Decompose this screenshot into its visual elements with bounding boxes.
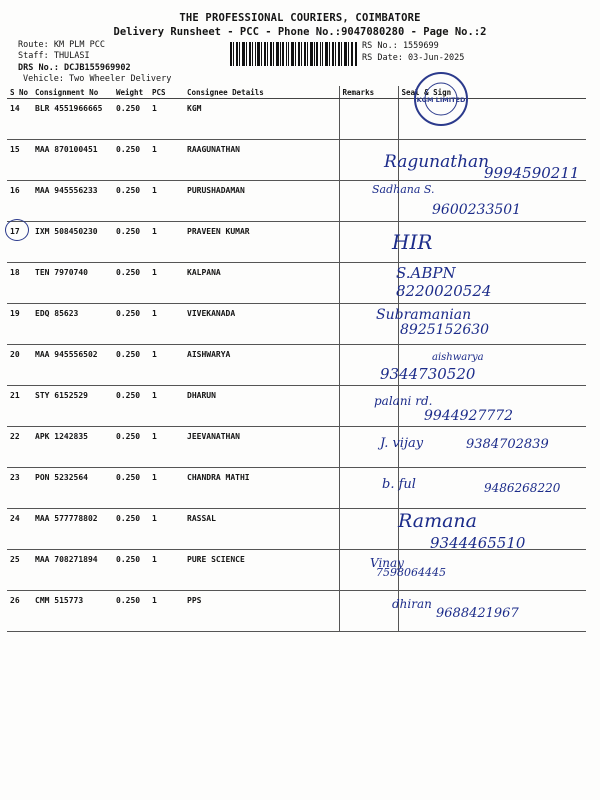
company-stamp (412, 70, 470, 128)
handwritten-phone-16: 9600233501 (432, 202, 522, 218)
pcs: 1 (149, 468, 184, 509)
sno: 18 (7, 263, 32, 304)
table-row (7, 263, 586, 304)
pcs: 1 (149, 140, 184, 181)
table-row (7, 304, 586, 345)
consignment-no: PON 5232564 (32, 468, 113, 509)
signature-name-24: Ramana (398, 510, 477, 532)
consignee: CHANDRA MATHI (184, 468, 339, 509)
consignee: VIVEKANADA (184, 304, 339, 345)
pcs: 1 (149, 386, 184, 427)
remarks-cell (339, 222, 398, 263)
sno: 24 (7, 509, 32, 550)
signature-17: HIR (392, 230, 433, 254)
sno: 16 (7, 181, 32, 222)
handwritten-phone-26: 9688421967 (436, 606, 519, 621)
consignee: PRAVEEN KUMAR (184, 222, 339, 263)
consignee: KGM (184, 99, 339, 140)
handwritten-phone-19: 8925152630 (400, 322, 490, 338)
handwritten-phone-18: 8220020524 (396, 282, 492, 300)
pcs: 1 (149, 99, 184, 140)
weight: 0.250 (113, 345, 149, 386)
handwritten-phone-21: 9944927772 (424, 408, 514, 424)
consignee: RAAGUNATHAN (184, 140, 339, 181)
signature-name-19: Subramanian (376, 307, 472, 323)
sno: 26 (7, 591, 32, 632)
col-seal-sign: Seal & Sign (398, 86, 586, 99)
pcs: 1 (149, 345, 184, 386)
col-remarks: Remarks (339, 86, 398, 99)
pcs: 1 (149, 222, 184, 263)
consignment-no: CMM 515773 (32, 591, 113, 632)
pcs: 1 (149, 181, 184, 222)
sno: 20 (7, 345, 32, 386)
staff-label: Staff: THULASI (18, 51, 90, 61)
consignment-no: MAA 708271894 (32, 550, 113, 591)
consignment-no: MAA 945556233 (32, 181, 113, 222)
rs-date: RS Date: 03-Jun-2025 (362, 53, 465, 63)
consignee: RASSAL (184, 509, 339, 550)
signature-name-21: palani rd. (374, 394, 433, 408)
route-label: Route: KM PLM PCC (18, 40, 105, 50)
signature-name-20: aishwarya (432, 352, 484, 363)
weight: 0.250 (113, 99, 149, 140)
weight: 0.250 (113, 591, 149, 632)
table-row (7, 550, 586, 591)
sno: 15 (7, 140, 32, 181)
consignment-no: MAA 870100451 (32, 140, 113, 181)
sno: 19 (7, 304, 32, 345)
sno: 14 (7, 99, 32, 140)
consignment-no: TEN 7970740 (32, 263, 113, 304)
col-sno: S No (7, 86, 32, 99)
weight: 0.250 (113, 222, 149, 263)
sno: 23 (7, 468, 32, 509)
handwritten-phone-15: 9994590211 (484, 164, 580, 182)
signature-name-26: dhiran (392, 597, 432, 611)
remarks-cell (339, 509, 398, 550)
weight: 0.250 (113, 386, 149, 427)
table-row (7, 222, 586, 263)
signature-name-15: Ragunathan (384, 152, 490, 172)
weight: 0.250 (113, 263, 149, 304)
remarks-cell (339, 591, 398, 632)
weight: 0.250 (113, 427, 149, 468)
consignment-no: EDQ 85623 (32, 304, 113, 345)
signature-name-25: Vinay (370, 556, 404, 570)
drs-number: DRS No.: DCJB155969902 (18, 63, 131, 73)
sno: 25 (7, 550, 32, 591)
handwritten-phone-20: 9344730520 (380, 365, 476, 383)
remarks-cell (339, 99, 398, 140)
consignee: KALPANA (184, 263, 339, 304)
consignment-no: APK 1242835 (32, 427, 113, 468)
sno: 17 (7, 222, 32, 263)
company-name: THE PROFESSIONAL COURIERS, COIMBATORE (179, 12, 421, 24)
consignment-no: MAA 577778802 (32, 509, 113, 550)
handdrawn-circle-mark (5, 219, 29, 241)
remarks-cell (339, 263, 398, 304)
weight: 0.250 (113, 181, 149, 222)
pcs: 1 (149, 550, 184, 591)
col-consignee: Consignee Details (184, 86, 339, 99)
consignment-no: IXM 508450230 (32, 222, 113, 263)
handwritten-phone-24: 9344465510 (430, 534, 526, 552)
table-header-row (7, 86, 586, 99)
signature-name-23: b. ful (382, 477, 416, 492)
barcode (230, 42, 357, 66)
col-weight: Weight (113, 86, 149, 99)
signature-name-16: Sadhana S. (372, 183, 435, 196)
col-pcs: PCS (149, 86, 184, 99)
handwritten-phone-23: 9486268220 (484, 481, 561, 495)
handwritten-phone-25: 7598064445 (376, 566, 446, 579)
pcs: 1 (149, 263, 184, 304)
consignment-no: MAA 945556502 (32, 345, 113, 386)
vehicle-label: Vehicle: Two Wheeler Delivery (23, 74, 172, 84)
weight: 0.250 (113, 468, 149, 509)
table-row (7, 345, 586, 386)
pcs: 1 (149, 509, 184, 550)
pcs: 1 (149, 427, 184, 468)
handwritten-phone-22: 9384702839 (466, 437, 549, 452)
rs-number: RS No.: 1559699 (362, 41, 439, 51)
consignee: PURUSHADAMAN (184, 181, 339, 222)
weight: 0.250 (113, 509, 149, 550)
weight: 0.250 (113, 550, 149, 591)
consignment-no: BLR 4551966665 (32, 99, 113, 140)
consignee: PPS (184, 591, 339, 632)
runsheet-subtitle: Delivery Runsheet - PCC - Phone No.:9047080280 - Page No.:2 (113, 26, 487, 38)
stamp-text: KGM LIMITED (416, 96, 466, 104)
col-consignment: Consignment No (32, 86, 113, 99)
weight: 0.250 (113, 304, 149, 345)
sno: 22 (7, 427, 32, 468)
pcs: 1 (149, 304, 184, 345)
consignee: PURE SCIENCE (184, 550, 339, 591)
consignee: DHARUN (184, 386, 339, 427)
consignee: JEEVANATHAN (184, 427, 339, 468)
pcs: 1 (149, 591, 184, 632)
consignee: AISHWARYA (184, 345, 339, 386)
consignment-no: STY 6152529 (32, 386, 113, 427)
table-row (7, 99, 586, 140)
weight: 0.250 (113, 140, 149, 181)
sno: 21 (7, 386, 32, 427)
signature-name-18: S.ABPN (396, 264, 456, 282)
signature-name-22: J. vijay (380, 436, 424, 451)
